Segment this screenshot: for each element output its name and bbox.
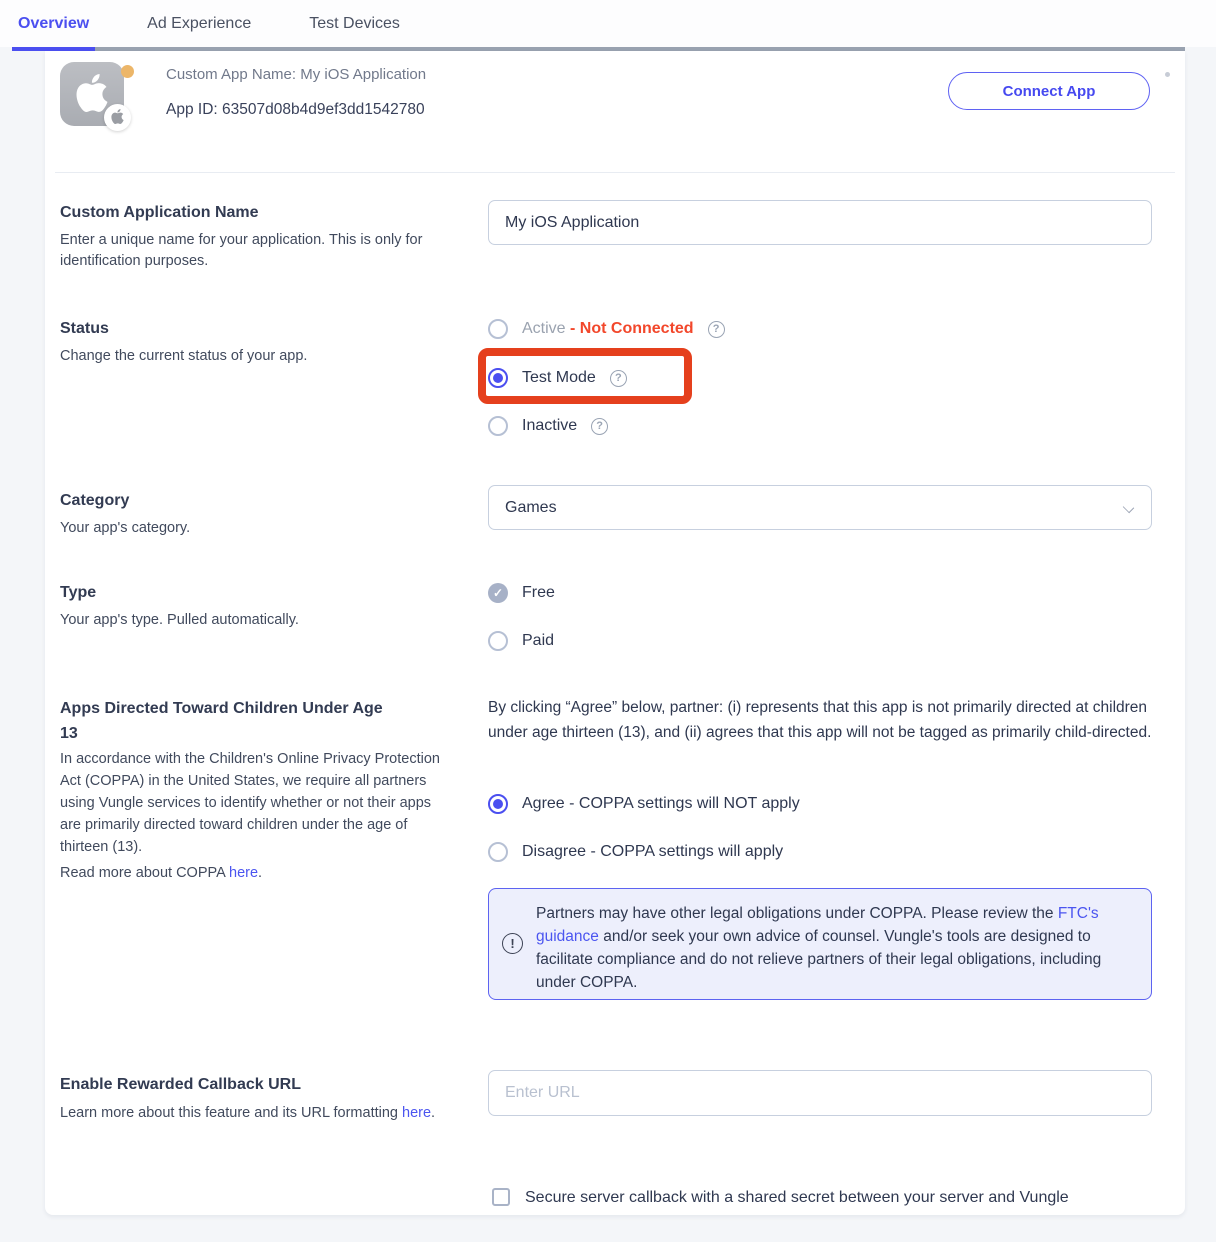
category-label: Category (60, 492, 130, 509)
radio-active[interactable] (488, 319, 508, 339)
check-icon: ✓ (488, 583, 508, 603)
callback-here-link[interactable]: here (402, 1105, 432, 1121)
free-label: Free (522, 584, 555, 601)
secure-callback-row[interactable] (492, 1188, 1142, 1211)
status-description: Change the current status of your app. (60, 348, 308, 364)
type-option-free (488, 582, 555, 604)
read-more-text: Read more about COPPA (60, 865, 229, 881)
radio-inactive[interactable] (488, 416, 508, 436)
active-text: Active (522, 320, 566, 337)
category-select[interactable] (488, 485, 1152, 530)
apple-logo-icon (73, 74, 111, 112)
tab-bar (12, 0, 1185, 51)
tab-overview[interactable]: Overview (12, 0, 95, 47)
app-settings-card (45, 51, 1185, 1215)
test-mode-label: Test Mode (522, 369, 596, 386)
status-option-inactive[interactable] (488, 415, 608, 437)
callback-desc-period: . (431, 1105, 436, 1121)
type-option-paid[interactable] (488, 630, 554, 652)
coppa-notice-text (536, 902, 1136, 994)
coppa-notice-box (488, 888, 1152, 1000)
scroll-dot (1165, 72, 1170, 77)
secure-callback-label: Secure server callback with a shared secret between your server and Vungle (525, 1189, 1069, 1206)
read-more-period: . (258, 865, 263, 881)
custom-app-name-line: Custom App Name: My iOS Application (166, 66, 427, 83)
chevron-down-icon (1123, 502, 1134, 513)
app-platform-icon (60, 62, 124, 126)
coppa-here-link[interactable]: here (229, 865, 259, 881)
help-icon[interactable]: ? (708, 321, 725, 338)
connect-app-button[interactable]: Connect App (948, 72, 1150, 110)
coppa-read-more (60, 863, 262, 884)
notice-post-text: and/or seek your own advice of counsel. Vungle's tools are designed to facilitate compliance and do not relieve partners of their legal obligations, including under COPPA. (536, 928, 1102, 991)
status-dot (121, 65, 134, 78)
tab-test-devices[interactable]: Test Devices (309, 14, 400, 32)
secure-callback-checkbox[interactable] (492, 1188, 510, 1206)
type-label: Type (60, 584, 97, 601)
status-option-active[interactable] (488, 318, 725, 340)
callback-label: Enable Rewarded Callback URL (60, 1076, 301, 1093)
ftc-guidance-link[interactable]: FTC's guidance (536, 905, 1099, 945)
radio-test-mode[interactable] (488, 368, 508, 388)
radio-agree[interactable] (488, 794, 508, 814)
status-option-active-label (522, 320, 694, 338)
status-label: Status (60, 320, 109, 337)
category-selected-value: Games (505, 498, 557, 516)
disagree-label: Disagree - COPPA settings will apply (522, 843, 784, 860)
platform-badge-icon (104, 104, 131, 131)
help-icon[interactable]: ? (610, 370, 627, 387)
inactive-label: Inactive (522, 417, 578, 434)
not-connected-text: - Not Connected (570, 320, 694, 337)
help-icon[interactable]: ? (591, 418, 608, 435)
type-description: Your app's type. Pulled automatically. (60, 612, 299, 628)
radio-disagree[interactable] (488, 842, 508, 862)
custom-name-label: Custom Application Name (60, 204, 259, 221)
tab-ad-experience[interactable]: Ad Experience (147, 14, 252, 32)
custom-name-input[interactable] (488, 200, 1152, 245)
coppa-label: Apps Directed Toward Children Under Age 13 (60, 700, 383, 742)
paid-label: Paid (522, 632, 555, 649)
notice-pre-text: Partners may have other legal obligations under COPPA. Please review the (536, 905, 1058, 922)
callback-description (60, 1102, 452, 1124)
coppa-agreement-text: By clicking “Agree” below, partner: (i) represents that this app is not primarily directed at children under age thirteen (13), and (ii) agrees that this app will not be tagged as primarily child-directed. (488, 699, 1152, 741)
status-option-test-mode[interactable] (488, 367, 627, 389)
radio-paid[interactable] (488, 631, 508, 651)
app-id-line: App ID: 63507d08b4d9ef3dd1542780 (166, 101, 425, 118)
coppa-description: In accordance with the Children's Online Privacy Protection Act (COPPA) in the United States, we require all partners using Vungle services to identify whether or not their apps are primarily directed toward children under the age of thirteen (13). (60, 751, 440, 855)
header-divider (55, 172, 1175, 173)
category-description: Your app's category. (60, 520, 191, 536)
agree-label: Agree - COPPA settings will NOT apply (522, 795, 800, 812)
callback-url-input[interactable] (488, 1070, 1152, 1116)
custom-name-description: Enter a unique name for your application. This is only for identification purposes. (60, 232, 423, 269)
callback-desc-text: Learn more about this feature and its URL formatting (60, 1105, 403, 1121)
coppa-option-agree[interactable] (488, 793, 800, 815)
coppa-option-disagree[interactable] (488, 841, 783, 863)
alert-icon: ! (502, 933, 523, 954)
